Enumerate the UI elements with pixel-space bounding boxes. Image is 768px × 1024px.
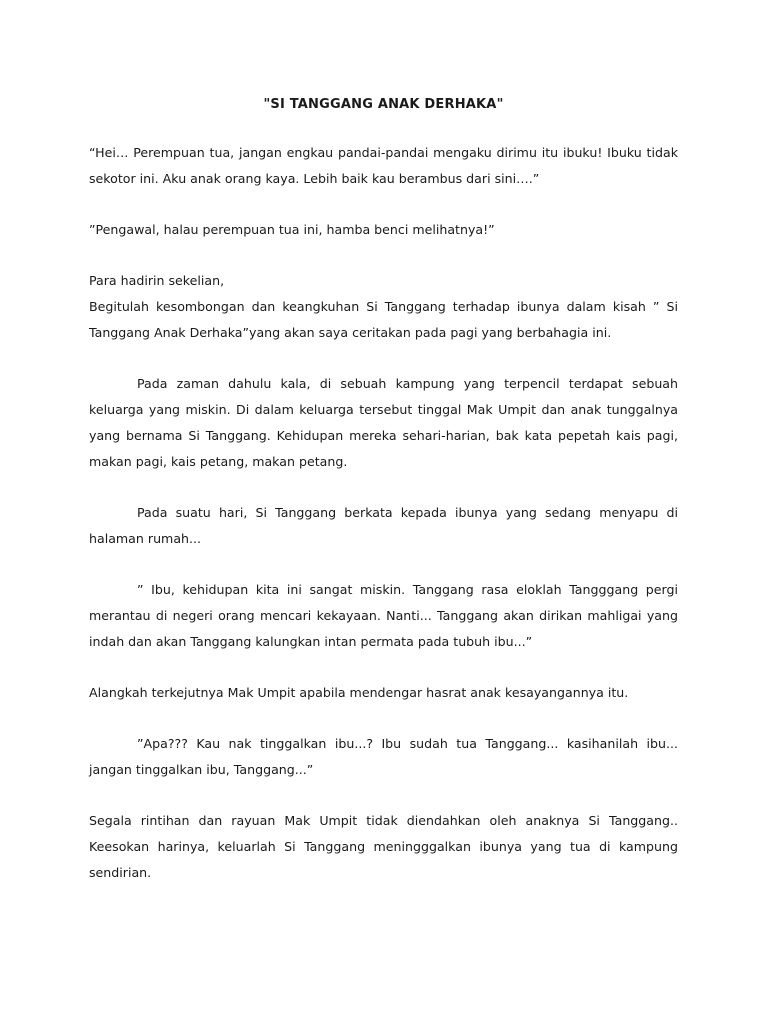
paragraph-opening-quote: “Hei… Perempuan tua, jangan engkau pandai-pandai mengaku dirimu itu ibuku! Ibuku tidak sekotor ini. Aku anak orang kaya. Lebih baik kau berambus dari sini….” (89, 145, 678, 186)
document-page (89, 92, 678, 911)
paragraph-mother-plea: ”Apa??? Kau nak tinggalkan ibu...? Ibu sudah tua Tanggang... kasihanilah ibu... jangan tinggalkan ibu, Tanggang...” (89, 736, 678, 777)
paragraph-tanggang-speech: ” Ibu, kehidupan kita ini sangat miskin. Tanggang rasa eloklah Tangggang pergi merantau di negeri orang mencari kekayaan. Nanti... Tanggang akan dirikan mahligai yang indah dan akan Tanggang kalungkan intan permata pada tubuh ibu...” (89, 582, 678, 649)
document-title: "SI TANGGANG ANAK DERHAKA" (263, 97, 504, 112)
paragraph-mak-umpit-surprised: Alangkah terkejutnya Mak Umpit apabila mendengar hasrat anak kesayangannya itu. (89, 685, 629, 700)
paragraph-introduction: Begitulah kesombongan dan keangkuhan Si Tanggang terhadap ibunya dalam kisah ” Si Tanggang Anak Derhaka”yang akan saya ceritakan pada pagi yang berbahagia ini. (89, 299, 678, 340)
paragraph-greeting: Para hadirin sekelian, (89, 273, 225, 288)
paragraph-guard-quote: ”Pengawal, halau perempuan tua ini, hamba benci melihatnya!” (89, 222, 495, 237)
paragraph-once-upon-a-time: Pada zaman dahulu kala, di sebuah kampung yang terpencil terdapat sebuah keluarga yang miskin. Di dalam keluarga tersebut tinggal Mak Umpit dan anak tunggalnya yang bernama Si Tanggang. Kehidupan mereka sehari-harian, bak kata pepetah kais pagi, makan pagi, kais petang, makan petang. (89, 376, 678, 469)
paragraph-one-day: Pada suatu hari, Si Tanggang berkata kepada ibunya yang sedang menyapu di halaman rumah... (89, 505, 678, 546)
paragraph-departure: Segala rintihan dan rayuan Mak Umpit tidak diendahkan oleh anaknya Si Tanggang.. Keesokan harinya, keluarlah Si Tanggang meningggalkan ibunya yang tua di kampung sendirian. (89, 813, 678, 880)
